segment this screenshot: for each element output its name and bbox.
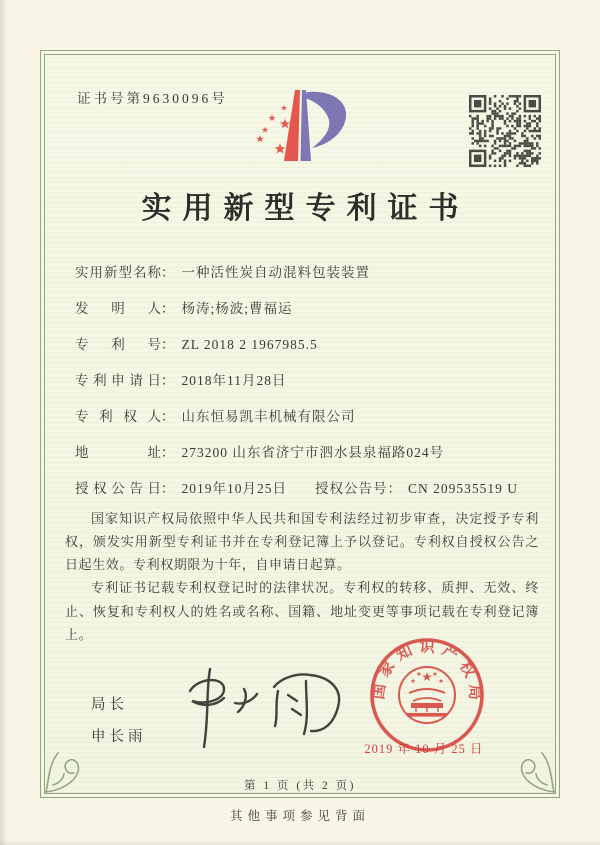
director-block (91, 689, 147, 753)
field-label: 专利权人 (75, 409, 161, 424)
seal-date: 2019 年 10 月 25 日 (364, 742, 484, 756)
national-emblem-icon (399, 667, 455, 723)
field-label: 授权公告号 (315, 481, 388, 496)
certificate-number: 证书号第9630096号 (77, 91, 228, 106)
field-row-address (75, 443, 531, 479)
field-value: 2019年10月25日 (181, 481, 287, 496)
field-value: 2018年11月28日 (181, 373, 287, 388)
corner-flourish-icon (43, 749, 89, 795)
legal-paragraph-2: 专利证书记载专利权登记时的法律状况。专利权的转移、质押、无效、终止、恢复和专利权人的姓名或名称、国籍、地址变更等事项记载在专利登记簿上。 (65, 580, 539, 642)
page-number: 第 1 页 (共 2 页) (243, 780, 357, 792)
field-value: ZL 2018 2 1967985.5 (181, 337, 318, 352)
certificate-title: 实用新型专利证书 (141, 192, 470, 225)
field-row-patent-number (75, 335, 531, 371)
field-colon: ： (161, 301, 175, 316)
field-label: 地址 (75, 445, 161, 460)
field-colon: ： (387, 481, 401, 496)
field-value: 一种活性炭自动混料包装装置 (181, 265, 370, 280)
field-colon: ： (161, 481, 175, 496)
legal-paragraph-1: 国家知识产权局依照中华人民共和国专利法经过初步审查，决定授予专利权，颁发实用新型专利证书并在专利登记簿上予以登记。专利权自授权公告之日起生效。专利权期限为十年，自申请日起算。 (65, 511, 539, 573)
cnipa-logo-icon (247, 83, 357, 168)
director-name: 申长雨 (91, 729, 147, 745)
field-row-patentee (75, 407, 531, 443)
field-row-name (75, 263, 531, 299)
field-colon: ： (161, 445, 175, 460)
field-label: 授权公告日 (75, 481, 161, 496)
field-colon: ： (161, 409, 175, 424)
logo-purple-bar (301, 90, 312, 161)
logo-stars (256, 105, 290, 153)
certificate-border (40, 50, 560, 798)
field-label: 专利申请日 (75, 373, 161, 388)
field-value: 杨涛;杨波;曹福运 (181, 301, 293, 316)
field-label: 发明人 (75, 301, 161, 316)
certificate-inner-area (44, 54, 556, 794)
field-row-inventors (75, 299, 531, 335)
svg-text:国家知识产权局 (368, 637, 484, 706)
back-side-note: 其他事项参见背面 (229, 809, 370, 823)
field-value: 273200 山东省济宁市泗水县泉福路024号 (181, 445, 445, 460)
corner-flourish-icon (511, 749, 557, 795)
seal-text: 国家知识产权局 (370, 638, 484, 706)
field-colon: ： (161, 337, 175, 352)
director-title: 局长 (91, 697, 128, 713)
logo-p-bowl (305, 92, 346, 148)
field-row-filing-date (75, 371, 531, 407)
certificate-fields (75, 263, 531, 515)
qr-code (469, 95, 541, 167)
official-seal (355, 635, 507, 767)
legal-text (65, 507, 539, 646)
director-signature (178, 661, 358, 756)
field-label: 专利号 (75, 337, 161, 352)
field-colon: ： (161, 373, 175, 388)
field-colon: ： (161, 265, 175, 280)
field-value: 山东恒易凯丰机械有限公司 (181, 409, 356, 424)
field-value: CN 209535519 U (408, 481, 519, 496)
field-label: 实用新型名称 (75, 265, 161, 280)
